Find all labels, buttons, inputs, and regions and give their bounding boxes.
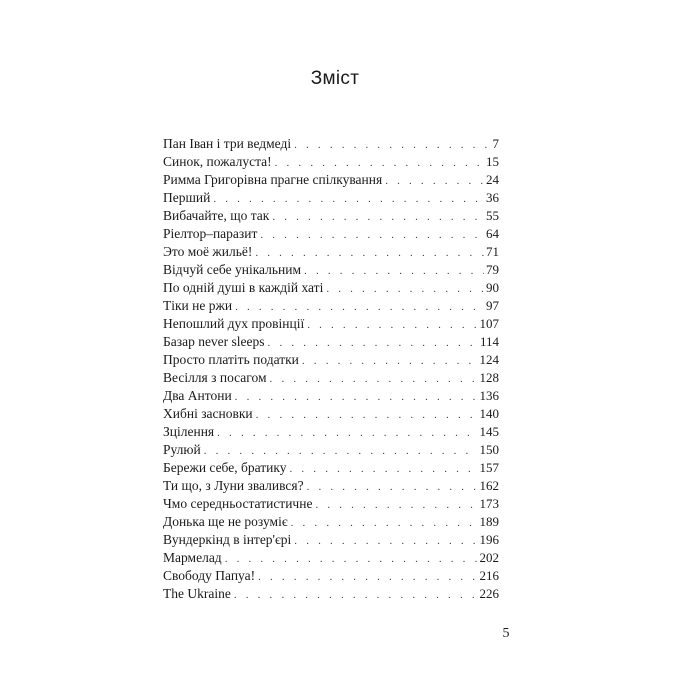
- toc-entry: [163, 135, 499, 153]
- toc-leader-dots: [315, 496, 477, 514]
- toc-entry-page: 162: [479, 478, 499, 493]
- toc-entry: [163, 495, 499, 513]
- toc-entry-page: 114: [479, 334, 499, 349]
- toc-entry-page: 173: [479, 496, 499, 511]
- toc-entry-page: 140: [479, 406, 499, 421]
- toc-entry: [163, 225, 499, 243]
- toc-entry: [163, 459, 499, 477]
- toc-entry-page: 7: [492, 136, 499, 151]
- toc-entry: [163, 477, 499, 495]
- toc-leader-dots: [302, 352, 478, 370]
- toc-leader-dots: [307, 478, 478, 496]
- toc-leader-dots: [213, 190, 484, 208]
- toc-entry-title: Вибачайте, що так: [163, 208, 270, 223]
- toc-leader-dots: [385, 172, 484, 190]
- toc-entry-title: Донька ще не розуміє: [163, 514, 288, 529]
- toc-entry-page: 15: [486, 154, 499, 169]
- toc-entry: [163, 261, 499, 279]
- toc-entry: [163, 585, 499, 603]
- toc-entry-page: 90: [486, 280, 499, 295]
- toc-leader-dots: [294, 136, 490, 154]
- toc-entry-page: 226: [479, 586, 499, 601]
- toc-entry: [163, 513, 499, 531]
- toc-entry-page: 216: [479, 568, 499, 583]
- toc-entry: [163, 405, 499, 423]
- toc-entry-page: 150: [479, 442, 499, 457]
- toc-leader-dots: [326, 280, 484, 298]
- toc-entry-page: 128: [479, 370, 499, 385]
- toc-entry-title: Просто платіть податки: [163, 352, 299, 367]
- toc-entry-title: Римма Григорівна прагне спілкування: [163, 172, 383, 187]
- toc-entry: [163, 441, 499, 459]
- toc-entry-title: Зцілення: [163, 424, 215, 439]
- toc-entry: [163, 531, 499, 549]
- toc-entry-page: 55: [486, 208, 499, 223]
- toc-leader-dots: [268, 334, 478, 352]
- toc-entry-title: Весілля з посагом: [163, 370, 267, 385]
- toc-entry-title: The Ukraine: [163, 586, 231, 601]
- toc-entry-title: Перший: [163, 190, 211, 205]
- toc-entry: [163, 297, 499, 315]
- toc-leader-dots: [258, 568, 477, 586]
- toc-leader-dots: [290, 460, 478, 478]
- toc-entry-page: 79: [486, 262, 499, 277]
- toc-entry-page: 36: [486, 190, 499, 205]
- toc-entry-title: Відчуй себе унікальним: [163, 262, 302, 277]
- toc-leader-dots: [307, 316, 477, 334]
- toc-entry-page: 189: [479, 514, 499, 529]
- toc-leader-dots: [270, 370, 478, 388]
- toc-entry-title: Хибні засновки: [163, 406, 253, 421]
- toc-leader-dots: [255, 244, 484, 262]
- toc-entry-title: Рулюй: [163, 442, 201, 457]
- toc-entry: [163, 243, 499, 261]
- toc-entry-title: Мармелад: [163, 550, 222, 565]
- toc-entry: [163, 171, 499, 189]
- toc-leader-dots: [260, 226, 484, 244]
- toc-leader-dots: [294, 532, 477, 550]
- toc-entry-title: Ти що, з Луни звалився?: [163, 478, 304, 493]
- toc-entry-page: 107: [479, 316, 499, 331]
- toc-entry: [163, 423, 499, 441]
- toc-entry-title: Два Антони: [163, 388, 232, 403]
- toc-entry-page: 202: [479, 550, 499, 565]
- toc-entry: [163, 369, 499, 387]
- table-of-contents: [163, 135, 499, 603]
- toc-entry: [163, 153, 499, 171]
- toc-leader-dots: [304, 262, 484, 280]
- toc-entry-page: 157: [479, 460, 499, 475]
- toc-leader-dots: [235, 298, 484, 316]
- toc-entry-title: Свободу Папуа!: [163, 568, 256, 583]
- toc-entry-title: Бережи себе, братику: [163, 460, 287, 475]
- toc-entry-page: 24: [486, 172, 499, 187]
- toc-entry: [163, 387, 499, 405]
- toc-entry-title: По одній душі в каждій хаті: [163, 280, 324, 295]
- toc-leader-dots: [204, 442, 478, 460]
- toc-entry-title: Тіки не ржи: [163, 298, 233, 313]
- toc-entry: [163, 207, 499, 225]
- toc-leader-dots: [234, 586, 478, 604]
- toc-leader-dots: [291, 514, 478, 532]
- toc-entry-page: 145: [479, 424, 499, 439]
- toc-leader-dots: [217, 424, 477, 442]
- toc-entry-title: Ріелтор–паразит: [163, 226, 258, 241]
- toc-entry-page: 97: [486, 298, 499, 313]
- toc-entry-page: 196: [479, 532, 499, 547]
- toc-entry-title: Это моё жильё!: [163, 244, 253, 259]
- toc-entry: [163, 279, 499, 297]
- toc-entry: [163, 315, 499, 333]
- toc-entry-title: Чмо середньостатистичне: [163, 496, 313, 511]
- toc-leader-dots: [256, 406, 478, 424]
- toc-entry: [163, 333, 499, 351]
- toc-entry-title: Вундеркінд в інтер'єрі: [163, 532, 292, 547]
- toc-entry-title: Синок, пожалуста!: [163, 154, 272, 169]
- toc-entry-page: 136: [479, 388, 499, 403]
- toc-entry-title: Непошлий дух провінції: [163, 316, 305, 331]
- toc-entry: [163, 567, 499, 585]
- toc-entry: [163, 351, 499, 369]
- toc-entry-page: 71: [486, 244, 499, 259]
- toc-entry: [163, 549, 499, 567]
- toc-leader-dots: [275, 154, 484, 172]
- page-number: 5: [502, 626, 510, 641]
- toc-leader-dots: [235, 388, 478, 406]
- toc-entry-title: Пан Іван і три ведмеді: [163, 136, 292, 151]
- toc-entry-page: 124: [479, 352, 499, 367]
- toc-leader-dots: [272, 208, 484, 226]
- toc-entry-title: Базар never sleeps: [163, 334, 265, 349]
- toc-leader-dots: [225, 550, 478, 568]
- toc-entry-page: 64: [486, 226, 499, 241]
- toc-entry: [163, 189, 499, 207]
- page-title: Зміст: [310, 68, 360, 89]
